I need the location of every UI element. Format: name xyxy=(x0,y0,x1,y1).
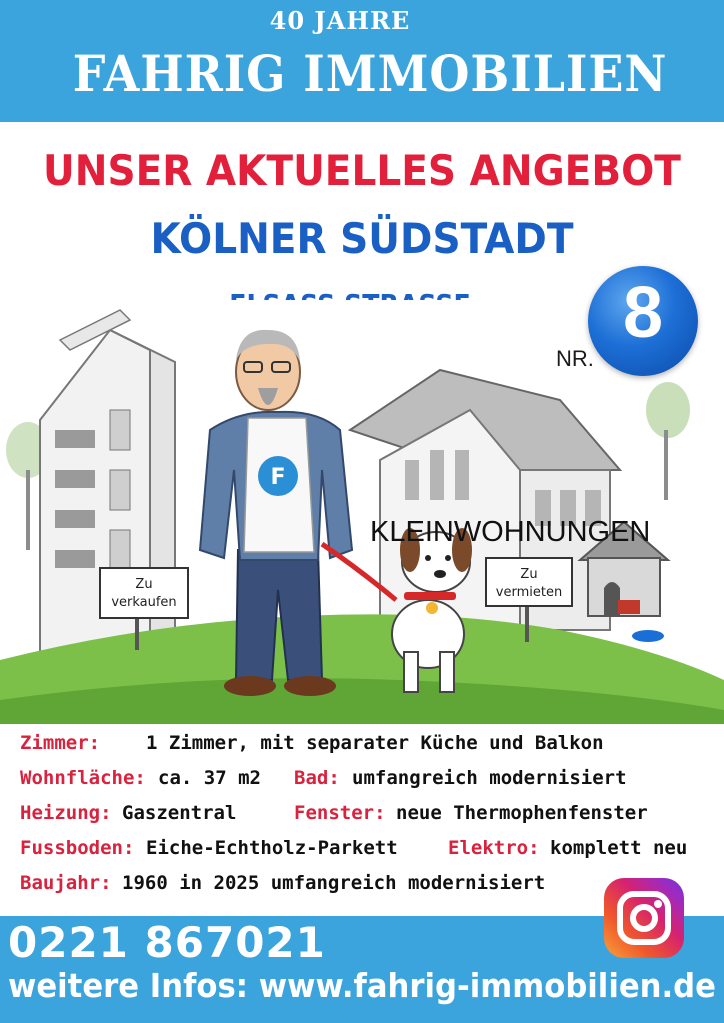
detail-row-area-bath xyxy=(20,761,724,796)
instagram-icon[interactable] xyxy=(604,878,684,958)
sign-rent-line1: Zu xyxy=(520,567,538,582)
area-label: Wohnfläche: xyxy=(20,767,146,789)
rooms-label: Zimmer: xyxy=(20,732,101,754)
brand-name: FAHRIG IMMOBILIEN xyxy=(72,44,668,103)
property-details xyxy=(20,726,724,901)
heating-label: Heizung: xyxy=(20,802,112,824)
anniversary-text: 40 JAHRE xyxy=(269,6,411,35)
sign-rent-line2: vermieten xyxy=(495,585,563,600)
windows-label: Fenster: xyxy=(294,802,386,824)
house-number-label: NR. xyxy=(556,346,594,371)
house-number-badge xyxy=(588,266,698,376)
instagram-glyph xyxy=(604,878,684,958)
house-number: 8 xyxy=(622,273,664,353)
property-type: KLEINWOHNUNGEN xyxy=(370,516,651,548)
electric-label: Elektro: xyxy=(448,837,540,859)
bath-value: umfangreich modernisiert xyxy=(352,767,627,789)
year-label: Baujahr: xyxy=(20,872,112,894)
offer-headline: UNSER AKTUELLES ANGEBOT xyxy=(43,146,681,195)
offer-district: KÖLNER SÜDSTADT xyxy=(150,214,574,263)
area-value: ca. 37 m2 xyxy=(158,767,261,789)
sign-sell-line1: Zu xyxy=(135,577,153,592)
electric-value: komplett neu xyxy=(550,837,688,859)
rooms-value: 1 Zimmer, mit separater Küche und Balkon xyxy=(146,732,604,754)
detail-row-floor-electric xyxy=(20,831,724,866)
bath-label: Bad: xyxy=(294,767,340,789)
shirt-logo: F xyxy=(270,465,286,490)
year-value: 1960 in 2025 umfangreich modernisiert xyxy=(122,872,546,894)
website-link[interactable]: weitere Infos: www.fahrig-immobilien.de xyxy=(8,966,716,1005)
heating-value: Gaszentral xyxy=(122,802,237,824)
detail-row-heating-windows xyxy=(20,796,724,831)
phone-number[interactable]: 0221 867021 xyxy=(8,918,326,967)
windows-value: neue Thermophenfenster xyxy=(396,802,648,824)
detail-row-rooms xyxy=(20,726,724,761)
sign-sell-line2: verkaufen xyxy=(111,595,177,610)
floor-value: Eiche-Echtholz-Parkett xyxy=(146,837,398,859)
floor-label: Fussboden: xyxy=(20,837,135,859)
